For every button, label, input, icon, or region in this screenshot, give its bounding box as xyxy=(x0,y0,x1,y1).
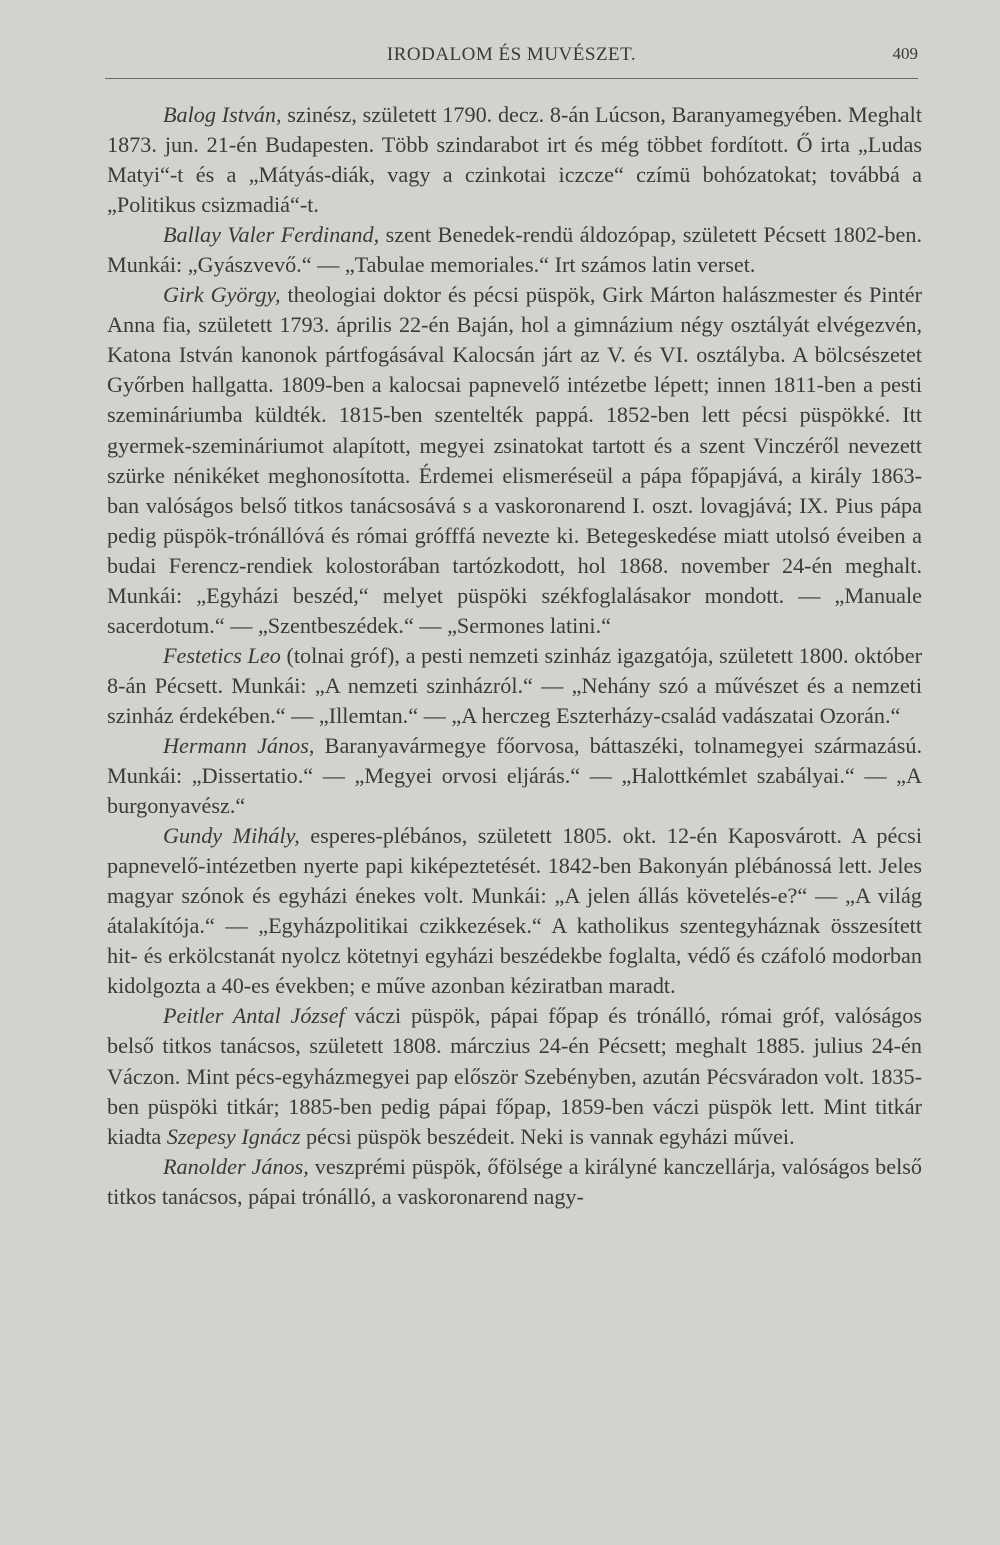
entry-name: Gundy Mihály, xyxy=(163,823,300,849)
entry-name: Peitler Antal József xyxy=(163,1003,345,1029)
entry-peitler xyxy=(107,1001,922,1151)
page-number: 409 xyxy=(892,44,918,63)
entry-text: veszprémi püspök, őfölsége a királyné kanczellárja, valóságos belső titkos tanácsos, pápai trónálló, a vaskoronarend nagy- xyxy=(107,1153,923,1209)
entry-name: Festetics Leo xyxy=(163,642,281,668)
entry-gundy xyxy=(107,821,922,1001)
entry-ranolder xyxy=(107,1152,922,1212)
entry-ballay xyxy=(107,220,922,280)
entry-text: theologiai doktor és pécsi püspök, Girk Márton halászmester és Pintér Anna fia, született 1793. április 22-én Baján, hol a gimnázium négy osztályát elvégezvén, Katona István kanonok pártfogásával Kalocsán járt az V. és VI. osztályba. A bölcsészetet Győrben hallgatta. 1809-ben a kalocsai papnevelő intézetbe lépett; innen 1811-ben a pesti szemináriumba küldték. 1815-ben szentelték pappá. 1852-ben lett pécsi püspökké. Itt gyermek-szemináriumot alapított, megyei zsinatokat tartott és a szent Vinczéről nevezett szürke nénikéket meghonosította. Érdemei elismeréseül a pápa főpapjává, a király 1863-ban valóságos belső titkos tanácsosává s a vaskoronarend I. oszt. lovagjává; IX. Pius pápa pedig püspök-trónállóvá és római grófffá nevezte ki. Betegeskedése miatt utolsó éveiben a budai Ferencz-rendiek kolostorában tartózkodott, hol 1868. november 24-én meghalt. Munkái: „Egyházi beszéd,“ melyet püspöki székfoglalásakor mondott. — „Manuale sacerdotum.“ — „Szentbeszédek.“ — „Sermones latini.“ xyxy=(107,282,922,638)
entry-hermann xyxy=(107,731,922,821)
entry-name: Ranolder János, xyxy=(163,1153,309,1179)
entry-text: váczi püspök, pápai főpap és trónálló, római gróf, valóságos belső titkos tanácsos, született 1808. márczius 24-én Pécsett; meghalt 1885. julius 24-én Váczon. Mint pécs-egyházmegyei pap először Szebényben, azután Pécsváradon volt. 1835-ben püspöki titkár; 1885-ben pedig pápai főpap, 1859-ben váczi püspök lett. Mint titkár kiadta xyxy=(107,1003,922,1149)
entry-name: Girk György, xyxy=(163,282,281,308)
page-header xyxy=(105,44,918,80)
entry-balog xyxy=(107,100,922,220)
entry-name: Balog István, xyxy=(163,102,282,127)
entry-inline-name: Szepesy Ignácz xyxy=(166,1123,301,1149)
entry-text: szent Benedek-rendü áldozópap, született Pécsett 1802-ben. Munkái: „Gyászvevő.“ — „Tabulae memoriales.“ Irt számos latin verset. xyxy=(107,222,922,278)
entry-name: Ballay Valer Ferdinand, xyxy=(163,222,380,248)
entry-text: szinész, született 1790. decz. 8-án Lúcson, Baranyamegyében. Meghalt 1873. jun. 21-én Budapesten. Több szindarabot irt és még többet fordított. Ő irta „Ludas Matyi“-t és a „Mátyás-diák, vagy a czinkotai iczcze“ czímü bohózatokat; továbbá a „Politikus csizmadiá“-t. xyxy=(107,102,922,218)
entry-text: (tolnai gróf), a pesti nemzeti szinház igazgatója, született 1800. október 8-án Pécsett. Munkái: „A nemzeti szinházról.“ — „Nehány szó a művészet és a nemzeti szinház érdekében.“ — „Illemtan.“ — „A herczeg Eszterházy-család vadászatai Ozorán.“ xyxy=(107,642,922,728)
header-rule xyxy=(105,78,918,79)
entry-text: Baranyavármegye főorvosa, báttaszéki, tolnamegyei származású. Munkái: „Dissertatio.“ — „Megyei orvosi eljárás.“ — „Halottkémlet szabályai.“ — „A burgonyavész.“ xyxy=(107,732,922,819)
running-title: IRODALOM ÉS MUVÉSZET. xyxy=(386,44,637,65)
body-text xyxy=(107,100,922,1212)
entry-girk xyxy=(107,280,922,641)
entry-text-continued: pécsi püspök beszédeit. Neki is vannak egyházi művei. xyxy=(300,1123,795,1149)
entry-name: Hermann János, xyxy=(163,732,315,758)
entry-festetics xyxy=(107,641,922,731)
entry-text: esperes-plébános, született 1805. okt. 12-én Kaposvárott. A pécsi papnevelő-intézetben nyerte papi kiképeztetését. 1842-ben Bakonyán plébánossá lett. Jeles magyar szónok és egyházi énekes volt. Munkái: „A jelen állás követelés-e?“ — „A világ átalakítója.“ — „Egyházpolitikai czikkezések.“ A katholikus szentegyháznak összesített hit- és erkölcstanát nyolcz kötetnyi egyházi beszédekbe foglalta, védő és czáfoló modorban kidolgozta a 40-es években; e műve azonban kéziratban maradt. xyxy=(107,823,922,999)
